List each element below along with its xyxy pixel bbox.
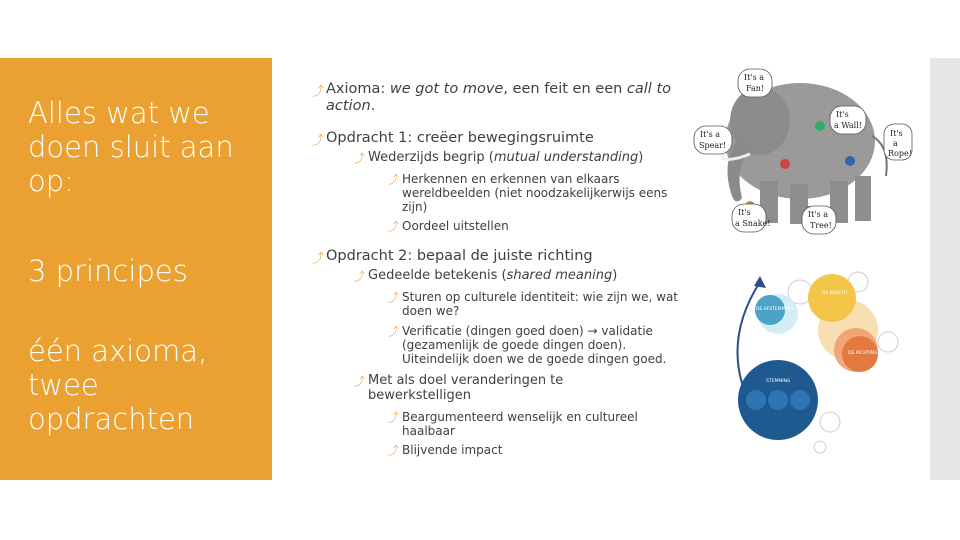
bullet-marker-icon: ⤴ <box>312 84 325 98</box>
bullet-gedeelde: ⤴ Gedeelde betekenis (shared meaning) <box>354 268 618 283</box>
scroll-strip <box>930 58 960 480</box>
bubble-snake-1: It's <box>738 208 751 217</box>
bubble-rope-2: a <box>893 139 898 148</box>
bubble-tree-1: It's a <box>808 210 828 219</box>
circle-yellow <box>808 274 856 322</box>
panel-axiom: één axioma, twee opdrachten <box>28 334 208 436</box>
circles-diagram <box>720 262 900 454</box>
bullet-beargumenteerd: ⤴ Beargumenteerd wenselijk en cultureel haalbaar <box>388 410 638 438</box>
bullet-opdracht1: ⤴ Opdracht 1: creëer bewegingsruimte <box>312 130 594 147</box>
bullet-marker-icon: ⤴ <box>388 444 399 457</box>
bullet-wederzijds: ⤴ Wederzijds begrip (mutual understanding) <box>354 150 644 165</box>
bubble-wall-1: It's <box>836 110 849 119</box>
label-stemming: STEMMING <box>766 379 791 384</box>
label-richting: DE RICHTING <box>848 351 878 356</box>
bullet-marker-icon: ⤴ <box>312 251 325 265</box>
bullet-marker-icon: ⤴ <box>388 220 399 233</box>
bubble-rope-3: Rope! <box>888 149 912 158</box>
bubble-spear-1: It's a <box>700 130 720 139</box>
bullet-met-als-doel: ⤴ Met als doel veranderingen te bewerkstelligen <box>354 373 564 403</box>
bullet-marker-icon: ⤴ <box>354 152 365 165</box>
bubble-tree-2: Tree! <box>810 221 832 230</box>
bullet-verificatie: ⤴ Verificatie (dingen goed doen) → validatie (gezamenlijk de goede dingen doen). Uiteindelijk doen we de goede dingen goed. <box>388 324 667 366</box>
panel-principles: 3 principes <box>28 254 188 288</box>
bubble-wall-2: a Wall! <box>834 121 862 130</box>
elephant-illustration <box>690 66 915 236</box>
bullet-marker-icon: ⤴ <box>354 270 365 283</box>
bullet-axioma: ⤴ Axioma: we got to move, een feit en een call to action. <box>312 81 672 114</box>
bullet-marker-icon: ⤴ <box>388 411 399 424</box>
bullet-opdracht2: ⤴ Opdracht 2: bepaal de juiste richting <box>312 248 593 265</box>
bullet-marker-icon: ⤴ <box>354 375 365 388</box>
bubble-snake-2: a Snake! <box>735 219 771 228</box>
label-kracht: DE KRACHT <box>822 291 848 296</box>
bullet-herkennen: ⤴ Herkennen en erkennen van elkaars wereldbeelden (niet noodzakelijkerwijs eens zijn) <box>388 172 668 214</box>
bullet-marker-icon: ⤴ <box>388 173 399 186</box>
bubble-fan-2: Fan! <box>746 84 765 93</box>
bullet-sturen: ⤴ Sturen op culturele identiteit: wie zijn we, wat doen we? <box>388 290 678 318</box>
label-afstemming: DE AFSTEMMING <box>756 307 794 312</box>
bubble-fan-1: It's a <box>744 73 764 82</box>
bullet-blijvende: ⤴ Blijvende impact <box>388 443 503 457</box>
bullet-oordeel: ⤴ Oordeel uitstellen <box>388 219 509 233</box>
bubble-spear-2: Spear! <box>699 141 727 150</box>
bullet-marker-icon: ⤴ <box>312 133 325 147</box>
bullet-marker-icon: ⤴ <box>388 291 399 304</box>
bullet-marker-icon: ⤴ <box>388 325 399 338</box>
bubble-rope-1: It's <box>890 129 903 138</box>
panel-heading: Alles wat we doen sluit aan op: <box>28 96 234 198</box>
